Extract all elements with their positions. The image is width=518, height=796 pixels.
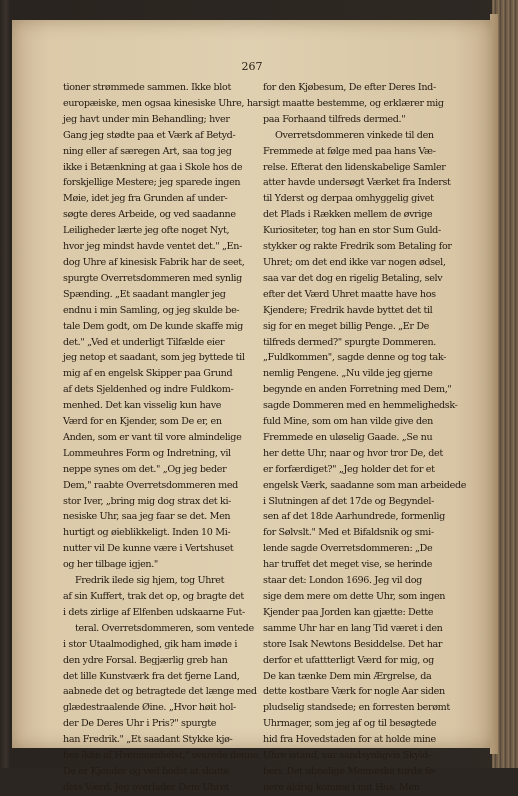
text-line: til Yderst og derpaa omhyggelig givet (263, 193, 434, 205)
text-line: De er Kjender og ved bedst at skatte (63, 765, 230, 777)
text-line: Uhrmager, som jeg af og til besøgtede (263, 718, 437, 730)
text-line: det." „Ved et underligt Tilfælde eier (63, 336, 225, 348)
text-line: Leiligheder lærte jeg ofte noget Nyt, (63, 225, 230, 237)
text-line: det lille Kunstværk fra det fjerne Land, (63, 670, 240, 682)
text-line: sen af det 18de Aarhundrede, formenlig (263, 511, 445, 523)
text-line: Fredrik ilede sig hjem, tog Uhret (75, 575, 225, 587)
text-line: teral. Overretsdommeren, som ventede (75, 622, 254, 634)
text-line: forskjellige Mestere; jeg sparede ingen (63, 177, 241, 189)
text-line: stykker og rakte Fredrik som Betaling for (263, 241, 452, 253)
text-line: tioner strømmede sammen. Ikke blot (63, 82, 231, 93)
text-line: efter det Værd Uhret maatte have hos (263, 288, 436, 300)
text-line: lende sagde Overretsdommeren: „De (263, 543, 433, 555)
text-line: „Fuldkommen", sagde denne og tog tak- (263, 352, 447, 364)
text-line: af dets Sjeldenhed og indre Fuldkom- (63, 384, 234, 396)
text-line: i stor Utaalmodighed, gik ham imøde i (63, 638, 238, 650)
text-line: bes ikke af Hvemsomhelst," svarede denne, (63, 750, 261, 762)
text-line: beri. Det ubnelige Menneske turde fe- (263, 765, 437, 777)
text-line: dog Uhre af kinesisk Fabrik har de seet, (63, 256, 245, 268)
text-line: sigt maatte bestemme, og erklærer mig (263, 97, 444, 109)
text-line: Kjender paa Jorden kan gjætte: Dette (263, 606, 434, 618)
text-line: glædestraalende Øine. „Hvor høit hol- (63, 702, 236, 714)
text-line: Fremmede at følge med paa hans Væ- (263, 145, 436, 157)
text-line: den ydre Forsal. Begjærlig greb han (63, 654, 228, 666)
text-line: hurtigt og øieblikkeligt. Inden 10 Mi- (63, 527, 231, 539)
text-line: Spænding. „Et saadant mangler jeg (63, 288, 226, 300)
text-line: Overretsdommeren vinkede til den (275, 129, 434, 141)
page-sheet (12, 20, 492, 793)
text-line: i Slutningen af det 17de og Begyndel- (263, 495, 434, 507)
text-line: tale Dem godt, om De kunde skaffe mig (63, 320, 243, 332)
text-line: begynde en anden Forretning med Dem," (263, 384, 452, 396)
text-line: engelsk Værk, saadanne som man arbeidede (263, 479, 467, 491)
text-line: relse. Efterat den lidenskabelige Samler (263, 161, 446, 173)
text-line: Uhret; om det end ikke var nogen ødsel, (263, 256, 446, 268)
text-line: hid fra Hovedstaden for at holde mine (263, 734, 436, 746)
text-line: atter havde undersøgt Værket fra Inderst (263, 177, 451, 189)
text-line: Uhre istand, var sandsynligvis Skyld- (263, 750, 431, 762)
text-line: han Fredrik." „Et saadant Stykke kjø- (63, 734, 233, 746)
text-line: og her tilbage igjen." (63, 559, 158, 571)
text-line: Kuriositeter, tog han en stor Sum Guld- (263, 225, 441, 237)
text-line: dette kostbare Værk for nogle Aar siden (263, 686, 445, 698)
text-line: Møie, idet jeg fra Grunden af under- (63, 193, 228, 205)
text-line: Gang jeg stødte paa et Værk af Betyd- (63, 129, 236, 141)
text-line: Værd for en Kjender, som De er, en (63, 416, 222, 428)
text-line: det Plads i Rækken mellem de øvrige (263, 209, 433, 221)
text-line: neppe synes om det." „Og jeg beder (63, 463, 227, 475)
text-line: endnu i min Samling, og jeg skulde be- (63, 304, 240, 316)
text-line: dets Værd. Jeg overlader Dem Uhret (63, 781, 229, 793)
text-line: er forfærdiget?" „Jeg holder det for et (263, 463, 435, 475)
text-line: tilfreds dermed?" spurgte Dommeren. (263, 336, 436, 348)
text-line: store Isak Newtons Besiddelse. Det har (263, 638, 443, 650)
text-line: saa var det dog en rigelig Betaling, selv (263, 272, 443, 284)
text-line: af sin Kuffert, trak det op, og bragte det (63, 591, 244, 602)
text-line: hvor jeg mindst havde ventet det." „En- (63, 241, 242, 253)
text-line: jeg havt under min Behandling; hver (63, 113, 230, 125)
text-line: for Sølvslt." Med et Bifaldsnik og smi- (263, 527, 434, 539)
text-line: nemlig Pengene. „Nu vilde jeg gjerne (263, 368, 433, 380)
text-line: stor Iver, „bring mig dog strax det ki- (63, 495, 232, 507)
text-line: Dem," raabte Overretsdommeren med (63, 479, 238, 491)
text-line: menhed. Det kan visselig kun have (63, 400, 222, 412)
text-line: for den Kjøbesum, De efter Deres Ind- (263, 82, 436, 93)
right-column (263, 80, 467, 796)
text-line: ikke i Betænkning at gaa i Skole hos de (63, 161, 243, 173)
text-line: sagde Dommeren med en hemmelighedsk- (263, 400, 458, 412)
text-line: Lommeuhres Form og Indretning, vil (63, 447, 231, 459)
text-line: sige dem mere om dette Uhr, som ingen (263, 591, 446, 602)
text-line: her dette Uhr, naar og hvor tror De, det (263, 447, 443, 459)
text-line: søgte deres Arbeide, og ved saadanne (63, 209, 236, 221)
text-line: nutter vil De kunne være i Vertshuset (63, 543, 234, 555)
text-line: Anden, som er vant til vore almindelige (63, 431, 242, 443)
text-line: Kjendere; Fredrik havde byttet det til (263, 304, 433, 316)
text-line: spurgte Overretsdommeren med synlig (63, 272, 242, 284)
text-line: fuld Mine, som om han vilde give den (263, 416, 433, 428)
text-line: i dets zirlige af Elfenben udskaarne Fut- (63, 606, 245, 618)
text-line: sig for en meget billig Penge. „Er De (263, 320, 429, 332)
text-line: Fremmede en uløselig Gaade. „Se nu (263, 431, 433, 443)
page-number: 267 (241, 60, 263, 73)
text-line: nesiske Uhr, saa jeg faar se det. Men (63, 511, 231, 523)
text-line: staar det: London 1696. Jeg vil dog (263, 575, 422, 587)
text-line: har truffet det meget vise, se herinde (263, 559, 433, 571)
text-line: derfor et ufattterligt Værd for mig, og (263, 654, 434, 666)
text-line: nere aldrig komme i mit Hus. Men (263, 781, 420, 793)
text-line: der De Deres Uhr i Pris?" spurgte (63, 718, 217, 730)
text-line: jeg netop et saadant, som jeg byttede til (63, 352, 245, 364)
text-line: aabnede det og betragtede det længe med (63, 686, 257, 698)
left-column (63, 80, 263, 796)
text-line: europæiske, men ogsaa kinesiske Uhre, har (63, 97, 263, 109)
text-line: samme Uhr har en lang Tid været i den (263, 622, 443, 634)
text-line: mig af en engelsk Skipper paa Grund (63, 368, 233, 380)
text-line: De kan tænke Dem min Ærgrelse, da (263, 670, 432, 682)
text-line: ning eller af særegen Art, saa tog jeg (63, 145, 232, 157)
text-line: paa Forhaand tilfreds dermed." (263, 113, 406, 125)
text-line: pludselig standsede; en forresten berømt (263, 702, 450, 714)
